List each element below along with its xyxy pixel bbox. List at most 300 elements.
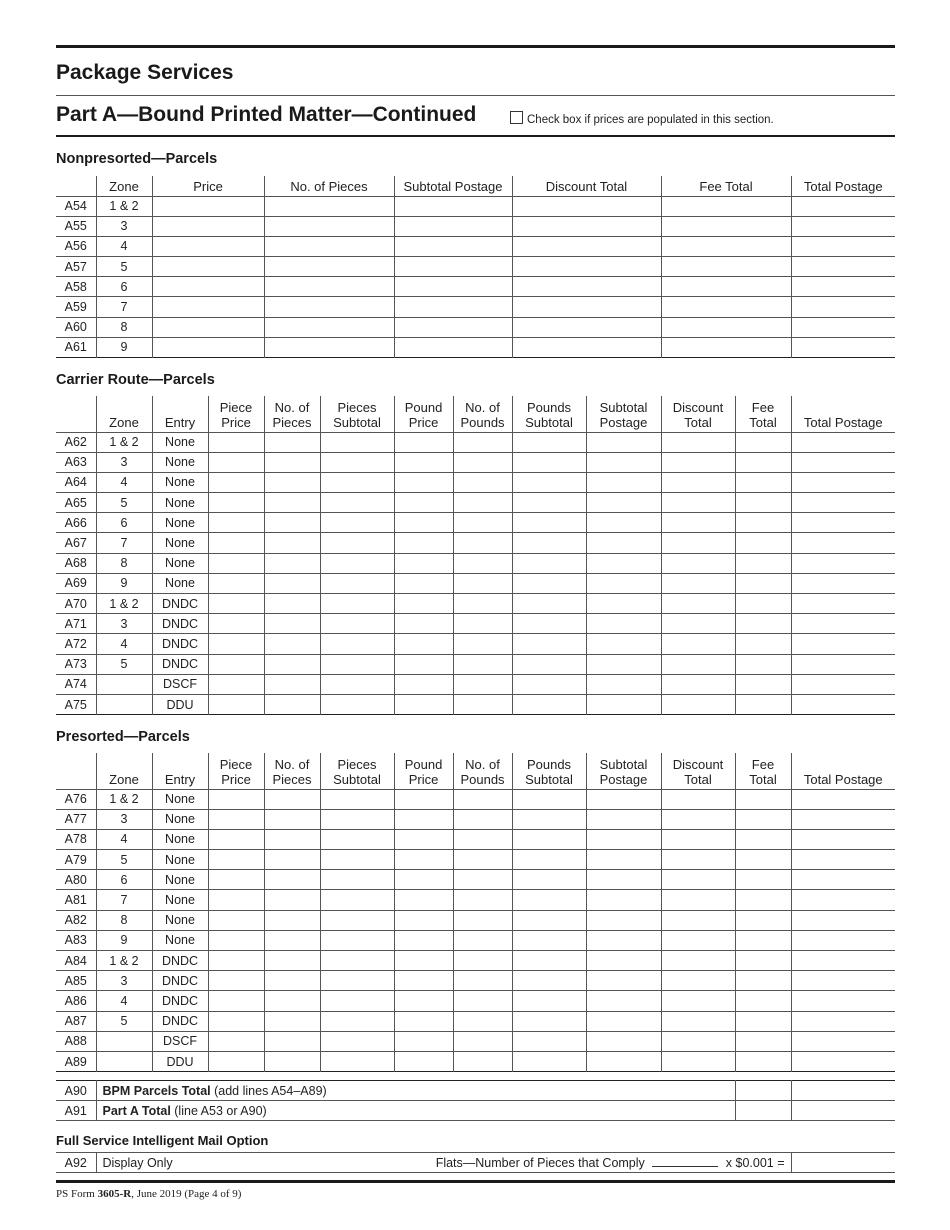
- input-cell[interactable]: [586, 432, 661, 452]
- input-cell[interactable]: [661, 277, 791, 297]
- input-cell[interactable]: [791, 236, 895, 256]
- input-cell[interactable]: [791, 216, 895, 236]
- input-cell[interactable]: [264, 951, 320, 971]
- input-cell[interactable]: [453, 890, 512, 910]
- input-cell[interactable]: [661, 432, 735, 452]
- input-cell[interactable]: [512, 337, 661, 357]
- input-cell[interactable]: [394, 951, 453, 971]
- input-cell[interactable]: [320, 493, 394, 513]
- input-cell[interactable]: [320, 594, 394, 614]
- input-cell[interactable]: [791, 257, 895, 277]
- input-cell[interactable]: [264, 553, 320, 573]
- input-cell[interactable]: [264, 533, 320, 553]
- input-cell[interactable]: [512, 910, 586, 930]
- input-cell[interactable]: [394, 432, 453, 452]
- input-cell[interactable]: [394, 674, 453, 694]
- input-cell[interactable]: [735, 1031, 791, 1051]
- input-cell[interactable]: [264, 337, 394, 357]
- input-cell[interactable]: [208, 870, 264, 890]
- input-cell[interactable]: [512, 493, 586, 513]
- input-cell[interactable]: [264, 789, 320, 809]
- input-cell[interactable]: [453, 1031, 512, 1051]
- input-cell[interactable]: [264, 513, 320, 533]
- input-cell[interactable]: [661, 1031, 735, 1051]
- input-cell[interactable]: [661, 553, 735, 573]
- input-cell[interactable]: [735, 654, 791, 674]
- input-cell[interactable]: [586, 472, 661, 492]
- input-cell[interactable]: [735, 432, 791, 452]
- input-cell[interactable]: [586, 829, 661, 849]
- input-cell[interactable]: [512, 1051, 586, 1071]
- input-cell[interactable]: [791, 317, 895, 337]
- input-cell[interactable]: [586, 674, 661, 694]
- input-cell[interactable]: [264, 452, 320, 472]
- input-cell[interactable]: [586, 614, 661, 634]
- input-cell[interactable]: [512, 452, 586, 472]
- input-cell[interactable]: [208, 472, 264, 492]
- input-cell[interactable]: [586, 951, 661, 971]
- input-cell[interactable]: [264, 297, 394, 317]
- input-cell[interactable]: [661, 257, 791, 277]
- input-cell[interactable]: [735, 991, 791, 1011]
- input-cell[interactable]: [791, 1051, 895, 1071]
- input-cell[interactable]: [586, 910, 661, 930]
- prices-populated-checkbox[interactable]: [510, 111, 523, 124]
- input-cell[interactable]: [152, 297, 264, 317]
- input-cell[interactable]: [394, 910, 453, 930]
- input-cell[interactable]: [512, 809, 586, 829]
- input-cell[interactable]: [586, 452, 661, 472]
- input-cell[interactable]: [791, 513, 895, 533]
- input-cell[interactable]: [264, 573, 320, 593]
- input-cell[interactable]: [453, 654, 512, 674]
- input-cell[interactable]: [661, 216, 791, 236]
- input-cell[interactable]: [320, 951, 394, 971]
- input-cell[interactable]: [661, 337, 791, 357]
- input-cell[interactable]: [661, 452, 735, 472]
- input-cell[interactable]: [661, 674, 735, 694]
- input-cell[interactable]: [208, 493, 264, 513]
- input-cell[interactable]: [661, 297, 791, 317]
- input-cell[interactable]: [320, 634, 394, 654]
- input-cell[interactable]: [394, 1031, 453, 1051]
- input-cell[interactable]: [661, 829, 735, 849]
- input-cell[interactable]: [208, 951, 264, 971]
- input-cell[interactable]: [791, 337, 895, 357]
- input-cell[interactable]: [453, 971, 512, 991]
- input-cell[interactable]: [512, 614, 586, 634]
- input-cell[interactable]: [586, 890, 661, 910]
- input-cell[interactable]: [264, 991, 320, 1011]
- input-cell[interactable]: [394, 694, 453, 714]
- input-cell[interactable]: [512, 870, 586, 890]
- input-cell[interactable]: [791, 196, 895, 216]
- input-cell[interactable]: [791, 472, 895, 492]
- input-cell[interactable]: [152, 317, 264, 337]
- input-cell[interactable]: [586, 1051, 661, 1071]
- input-cell[interactable]: [208, 533, 264, 553]
- input-cell[interactable]: [791, 553, 895, 573]
- input-cell[interactable]: [791, 971, 895, 991]
- input-cell[interactable]: [586, 930, 661, 950]
- input-cell[interactable]: [394, 472, 453, 492]
- input-cell[interactable]: [791, 674, 895, 694]
- input-cell[interactable]: [208, 674, 264, 694]
- input-cell[interactable]: [394, 216, 512, 236]
- input-cell[interactable]: [735, 1011, 791, 1031]
- input-cell[interactable]: [586, 789, 661, 809]
- input-cell[interactable]: [264, 277, 394, 297]
- input-cell[interactable]: [791, 594, 895, 614]
- input-cell[interactable]: [394, 533, 453, 553]
- input-cell[interactable]: [661, 317, 791, 337]
- input-cell[interactable]: [512, 634, 586, 654]
- input-cell[interactable]: [264, 196, 394, 216]
- input-cell[interactable]: [512, 277, 661, 297]
- input-cell[interactable]: [512, 257, 661, 277]
- total-amount-field[interactable]: [791, 1081, 895, 1101]
- input-cell[interactable]: [735, 533, 791, 553]
- input-cell[interactable]: [661, 890, 735, 910]
- input-cell[interactable]: [791, 614, 895, 634]
- input-cell[interactable]: [735, 951, 791, 971]
- input-cell[interactable]: [264, 870, 320, 890]
- input-cell[interactable]: [453, 870, 512, 890]
- input-cell[interactable]: [394, 196, 512, 216]
- input-cell[interactable]: [320, 870, 394, 890]
- input-cell[interactable]: [320, 809, 394, 829]
- input-cell[interactable]: [512, 216, 661, 236]
- input-cell[interactable]: [264, 493, 320, 513]
- input-cell[interactable]: [208, 614, 264, 634]
- input-cell[interactable]: [208, 452, 264, 472]
- input-cell[interactable]: [320, 829, 394, 849]
- input-cell[interactable]: [453, 432, 512, 452]
- input-cell[interactable]: [735, 694, 791, 714]
- input-cell[interactable]: [152, 216, 264, 236]
- input-cell[interactable]: [735, 493, 791, 513]
- input-cell[interactable]: [512, 553, 586, 573]
- input-cell[interactable]: [320, 614, 394, 634]
- input-cell[interactable]: [264, 674, 320, 694]
- input-cell[interactable]: [661, 533, 735, 553]
- input-cell[interactable]: [394, 277, 512, 297]
- input-cell[interactable]: [735, 910, 791, 930]
- input-cell[interactable]: [264, 257, 394, 277]
- input-cell[interactable]: [208, 573, 264, 593]
- input-cell[interactable]: [394, 789, 453, 809]
- input-cell[interactable]: [320, 533, 394, 553]
- input-cell[interactable]: [453, 1051, 512, 1071]
- input-cell[interactable]: [791, 694, 895, 714]
- input-cell[interactable]: [512, 432, 586, 452]
- input-cell[interactable]: [791, 573, 895, 593]
- input-cell[interactable]: [735, 634, 791, 654]
- input-cell[interactable]: [320, 789, 394, 809]
- input-cell[interactable]: [453, 809, 512, 829]
- input-cell[interactable]: [512, 1011, 586, 1031]
- input-cell[interactable]: [791, 951, 895, 971]
- input-cell[interactable]: [453, 829, 512, 849]
- input-cell[interactable]: [586, 573, 661, 593]
- input-cell[interactable]: [586, 594, 661, 614]
- input-cell[interactable]: [320, 991, 394, 1011]
- input-cell[interactable]: [586, 654, 661, 674]
- input-cell[interactable]: [735, 789, 791, 809]
- input-cell[interactable]: [320, 930, 394, 950]
- input-cell[interactable]: [264, 634, 320, 654]
- input-cell[interactable]: [208, 694, 264, 714]
- input-cell[interactable]: [586, 809, 661, 829]
- input-cell[interactable]: [791, 493, 895, 513]
- input-cell[interactable]: [512, 694, 586, 714]
- input-cell[interactable]: [320, 1051, 394, 1071]
- input-cell[interactable]: [735, 594, 791, 614]
- input-cell[interactable]: [735, 1051, 791, 1071]
- input-cell[interactable]: [791, 1031, 895, 1051]
- input-cell[interactable]: [208, 1031, 264, 1051]
- input-cell[interactable]: [661, 850, 735, 870]
- input-cell[interactable]: [735, 614, 791, 634]
- input-cell[interactable]: [208, 553, 264, 573]
- input-cell[interactable]: [586, 1011, 661, 1031]
- input-cell[interactable]: [152, 257, 264, 277]
- input-cell[interactable]: [661, 991, 735, 1011]
- input-cell[interactable]: [264, 910, 320, 930]
- input-cell[interactable]: [320, 910, 394, 930]
- input-cell[interactable]: [512, 472, 586, 492]
- input-cell[interactable]: [453, 614, 512, 634]
- input-cell[interactable]: [512, 594, 586, 614]
- input-cell[interactable]: [208, 513, 264, 533]
- input-cell[interactable]: [264, 1051, 320, 1071]
- input-cell[interactable]: [264, 1031, 320, 1051]
- input-cell[interactable]: [735, 809, 791, 829]
- input-cell[interactable]: [661, 634, 735, 654]
- input-cell[interactable]: [453, 951, 512, 971]
- input-cell[interactable]: [208, 1051, 264, 1071]
- input-cell[interactable]: [208, 890, 264, 910]
- input-cell[interactable]: [791, 654, 895, 674]
- input-cell[interactable]: [264, 236, 394, 256]
- input-cell[interactable]: [394, 634, 453, 654]
- input-cell[interactable]: [512, 930, 586, 950]
- input-cell[interactable]: [661, 493, 735, 513]
- input-cell[interactable]: [264, 890, 320, 910]
- input-cell[interactable]: [394, 257, 512, 277]
- input-cell[interactable]: [791, 452, 895, 472]
- input-cell[interactable]: [453, 553, 512, 573]
- input-cell[interactable]: [735, 553, 791, 573]
- input-cell[interactable]: [735, 870, 791, 890]
- input-cell[interactable]: [320, 1031, 394, 1051]
- input-cell[interactable]: [453, 910, 512, 930]
- input-cell[interactable]: [512, 951, 586, 971]
- input-cell[interactable]: [453, 789, 512, 809]
- input-cell[interactable]: [512, 971, 586, 991]
- input-cell[interactable]: [661, 694, 735, 714]
- input-cell[interactable]: [735, 452, 791, 472]
- input-cell[interactable]: [394, 991, 453, 1011]
- input-cell[interactable]: [661, 930, 735, 950]
- input-cell[interactable]: [208, 654, 264, 674]
- input-cell[interactable]: [453, 991, 512, 1011]
- input-cell[interactable]: [512, 829, 586, 849]
- input-cell[interactable]: [661, 971, 735, 991]
- input-cell[interactable]: [661, 196, 791, 216]
- input-cell[interactable]: [661, 1011, 735, 1031]
- input-cell[interactable]: [453, 452, 512, 472]
- input-cell[interactable]: [394, 513, 453, 533]
- input-cell[interactable]: [791, 930, 895, 950]
- input-cell[interactable]: [394, 890, 453, 910]
- input-cell[interactable]: [320, 553, 394, 573]
- input-cell[interactable]: [264, 809, 320, 829]
- input-cell[interactable]: [453, 930, 512, 950]
- input-cell[interactable]: [453, 513, 512, 533]
- input-cell[interactable]: [264, 1011, 320, 1031]
- input-cell[interactable]: [320, 432, 394, 452]
- input-cell[interactable]: [394, 573, 453, 593]
- input-cell[interactable]: [208, 634, 264, 654]
- input-cell[interactable]: [586, 634, 661, 654]
- input-cell[interactable]: [394, 236, 512, 256]
- input-cell[interactable]: [264, 694, 320, 714]
- input-cell[interactable]: [208, 991, 264, 1011]
- input-cell[interactable]: [208, 432, 264, 452]
- input-cell[interactable]: [661, 809, 735, 829]
- input-cell[interactable]: [264, 930, 320, 950]
- input-cell[interactable]: [735, 890, 791, 910]
- input-cell[interactable]: [264, 829, 320, 849]
- input-cell[interactable]: [661, 573, 735, 593]
- input-cell[interactable]: [394, 1051, 453, 1071]
- input-cell[interactable]: [791, 870, 895, 890]
- input-cell[interactable]: [512, 236, 661, 256]
- input-cell[interactable]: [661, 870, 735, 890]
- input-cell[interactable]: [394, 809, 453, 829]
- prices-populated-checkbox-group[interactable]: [510, 111, 774, 126]
- input-cell[interactable]: [586, 991, 661, 1011]
- input-cell[interactable]: [320, 452, 394, 472]
- input-cell[interactable]: [208, 1011, 264, 1031]
- input-cell[interactable]: [512, 654, 586, 674]
- input-cell[interactable]: [208, 594, 264, 614]
- input-cell[interactable]: [320, 513, 394, 533]
- input-cell[interactable]: [264, 850, 320, 870]
- input-cell[interactable]: [320, 674, 394, 694]
- input-cell[interactable]: [394, 493, 453, 513]
- input-cell[interactable]: [661, 654, 735, 674]
- input-cell[interactable]: [208, 850, 264, 870]
- input-cell[interactable]: [586, 694, 661, 714]
- full-service-amount-field[interactable]: [791, 1153, 895, 1173]
- input-cell[interactable]: [791, 432, 895, 452]
- input-cell[interactable]: [735, 930, 791, 950]
- input-cell[interactable]: [661, 1051, 735, 1071]
- input-cell[interactable]: [264, 654, 320, 674]
- input-cell[interactable]: [661, 513, 735, 533]
- input-cell[interactable]: [264, 614, 320, 634]
- input-cell[interactable]: [791, 634, 895, 654]
- input-cell[interactable]: [791, 533, 895, 553]
- input-cell[interactable]: [586, 870, 661, 890]
- input-cell[interactable]: [394, 594, 453, 614]
- input-cell[interactable]: [453, 850, 512, 870]
- input-cell[interactable]: [208, 971, 264, 991]
- input-cell[interactable]: [512, 573, 586, 593]
- input-cell[interactable]: [394, 297, 512, 317]
- input-cell[interactable]: [735, 513, 791, 533]
- input-cell[interactable]: [453, 694, 512, 714]
- input-cell[interactable]: [320, 573, 394, 593]
- input-cell[interactable]: [152, 277, 264, 297]
- input-cell[interactable]: [586, 493, 661, 513]
- input-cell[interactable]: [152, 236, 264, 256]
- input-cell[interactable]: [661, 910, 735, 930]
- input-cell[interactable]: [208, 789, 264, 809]
- input-cell[interactable]: [586, 513, 661, 533]
- input-cell[interactable]: [735, 829, 791, 849]
- input-cell[interactable]: [661, 789, 735, 809]
- input-cell[interactable]: [586, 533, 661, 553]
- flats-comply-blank[interactable]: [652, 1155, 718, 1167]
- input-cell[interactable]: [661, 236, 791, 256]
- input-cell[interactable]: [320, 472, 394, 492]
- input-cell[interactable]: [264, 472, 320, 492]
- input-cell[interactable]: [735, 472, 791, 492]
- input-cell[interactable]: [394, 850, 453, 870]
- input-cell[interactable]: [586, 850, 661, 870]
- input-cell[interactable]: [394, 829, 453, 849]
- input-cell[interactable]: [735, 850, 791, 870]
- input-cell[interactable]: [512, 1031, 586, 1051]
- input-cell[interactable]: [586, 1031, 661, 1051]
- input-cell[interactable]: [208, 809, 264, 829]
- input-cell[interactable]: [394, 553, 453, 573]
- input-cell[interactable]: [453, 674, 512, 694]
- input-cell[interactable]: [320, 890, 394, 910]
- input-cell[interactable]: [394, 930, 453, 950]
- input-cell[interactable]: [791, 910, 895, 930]
- input-cell[interactable]: [394, 614, 453, 634]
- input-cell[interactable]: [512, 789, 586, 809]
- input-cell[interactable]: [512, 317, 661, 337]
- total-amount-field[interactable]: [791, 1101, 895, 1121]
- input-cell[interactable]: [735, 573, 791, 593]
- input-cell[interactable]: [512, 674, 586, 694]
- input-cell[interactable]: [661, 594, 735, 614]
- input-cell[interactable]: [152, 337, 264, 357]
- input-cell[interactable]: [791, 277, 895, 297]
- input-cell[interactable]: [791, 850, 895, 870]
- input-cell[interactable]: [264, 317, 394, 337]
- input-cell[interactable]: [512, 513, 586, 533]
- input-cell[interactable]: [512, 991, 586, 1011]
- input-cell[interactable]: [791, 991, 895, 1011]
- input-cell[interactable]: [791, 829, 895, 849]
- input-cell[interactable]: [512, 297, 661, 317]
- input-cell[interactable]: [394, 337, 512, 357]
- input-cell[interactable]: [512, 850, 586, 870]
- input-cell[interactable]: [735, 674, 791, 694]
- input-cell[interactable]: [208, 829, 264, 849]
- input-cell[interactable]: [453, 472, 512, 492]
- input-cell[interactable]: [453, 573, 512, 593]
- input-cell[interactable]: [208, 930, 264, 950]
- input-cell[interactable]: [394, 452, 453, 472]
- input-cell[interactable]: [791, 297, 895, 317]
